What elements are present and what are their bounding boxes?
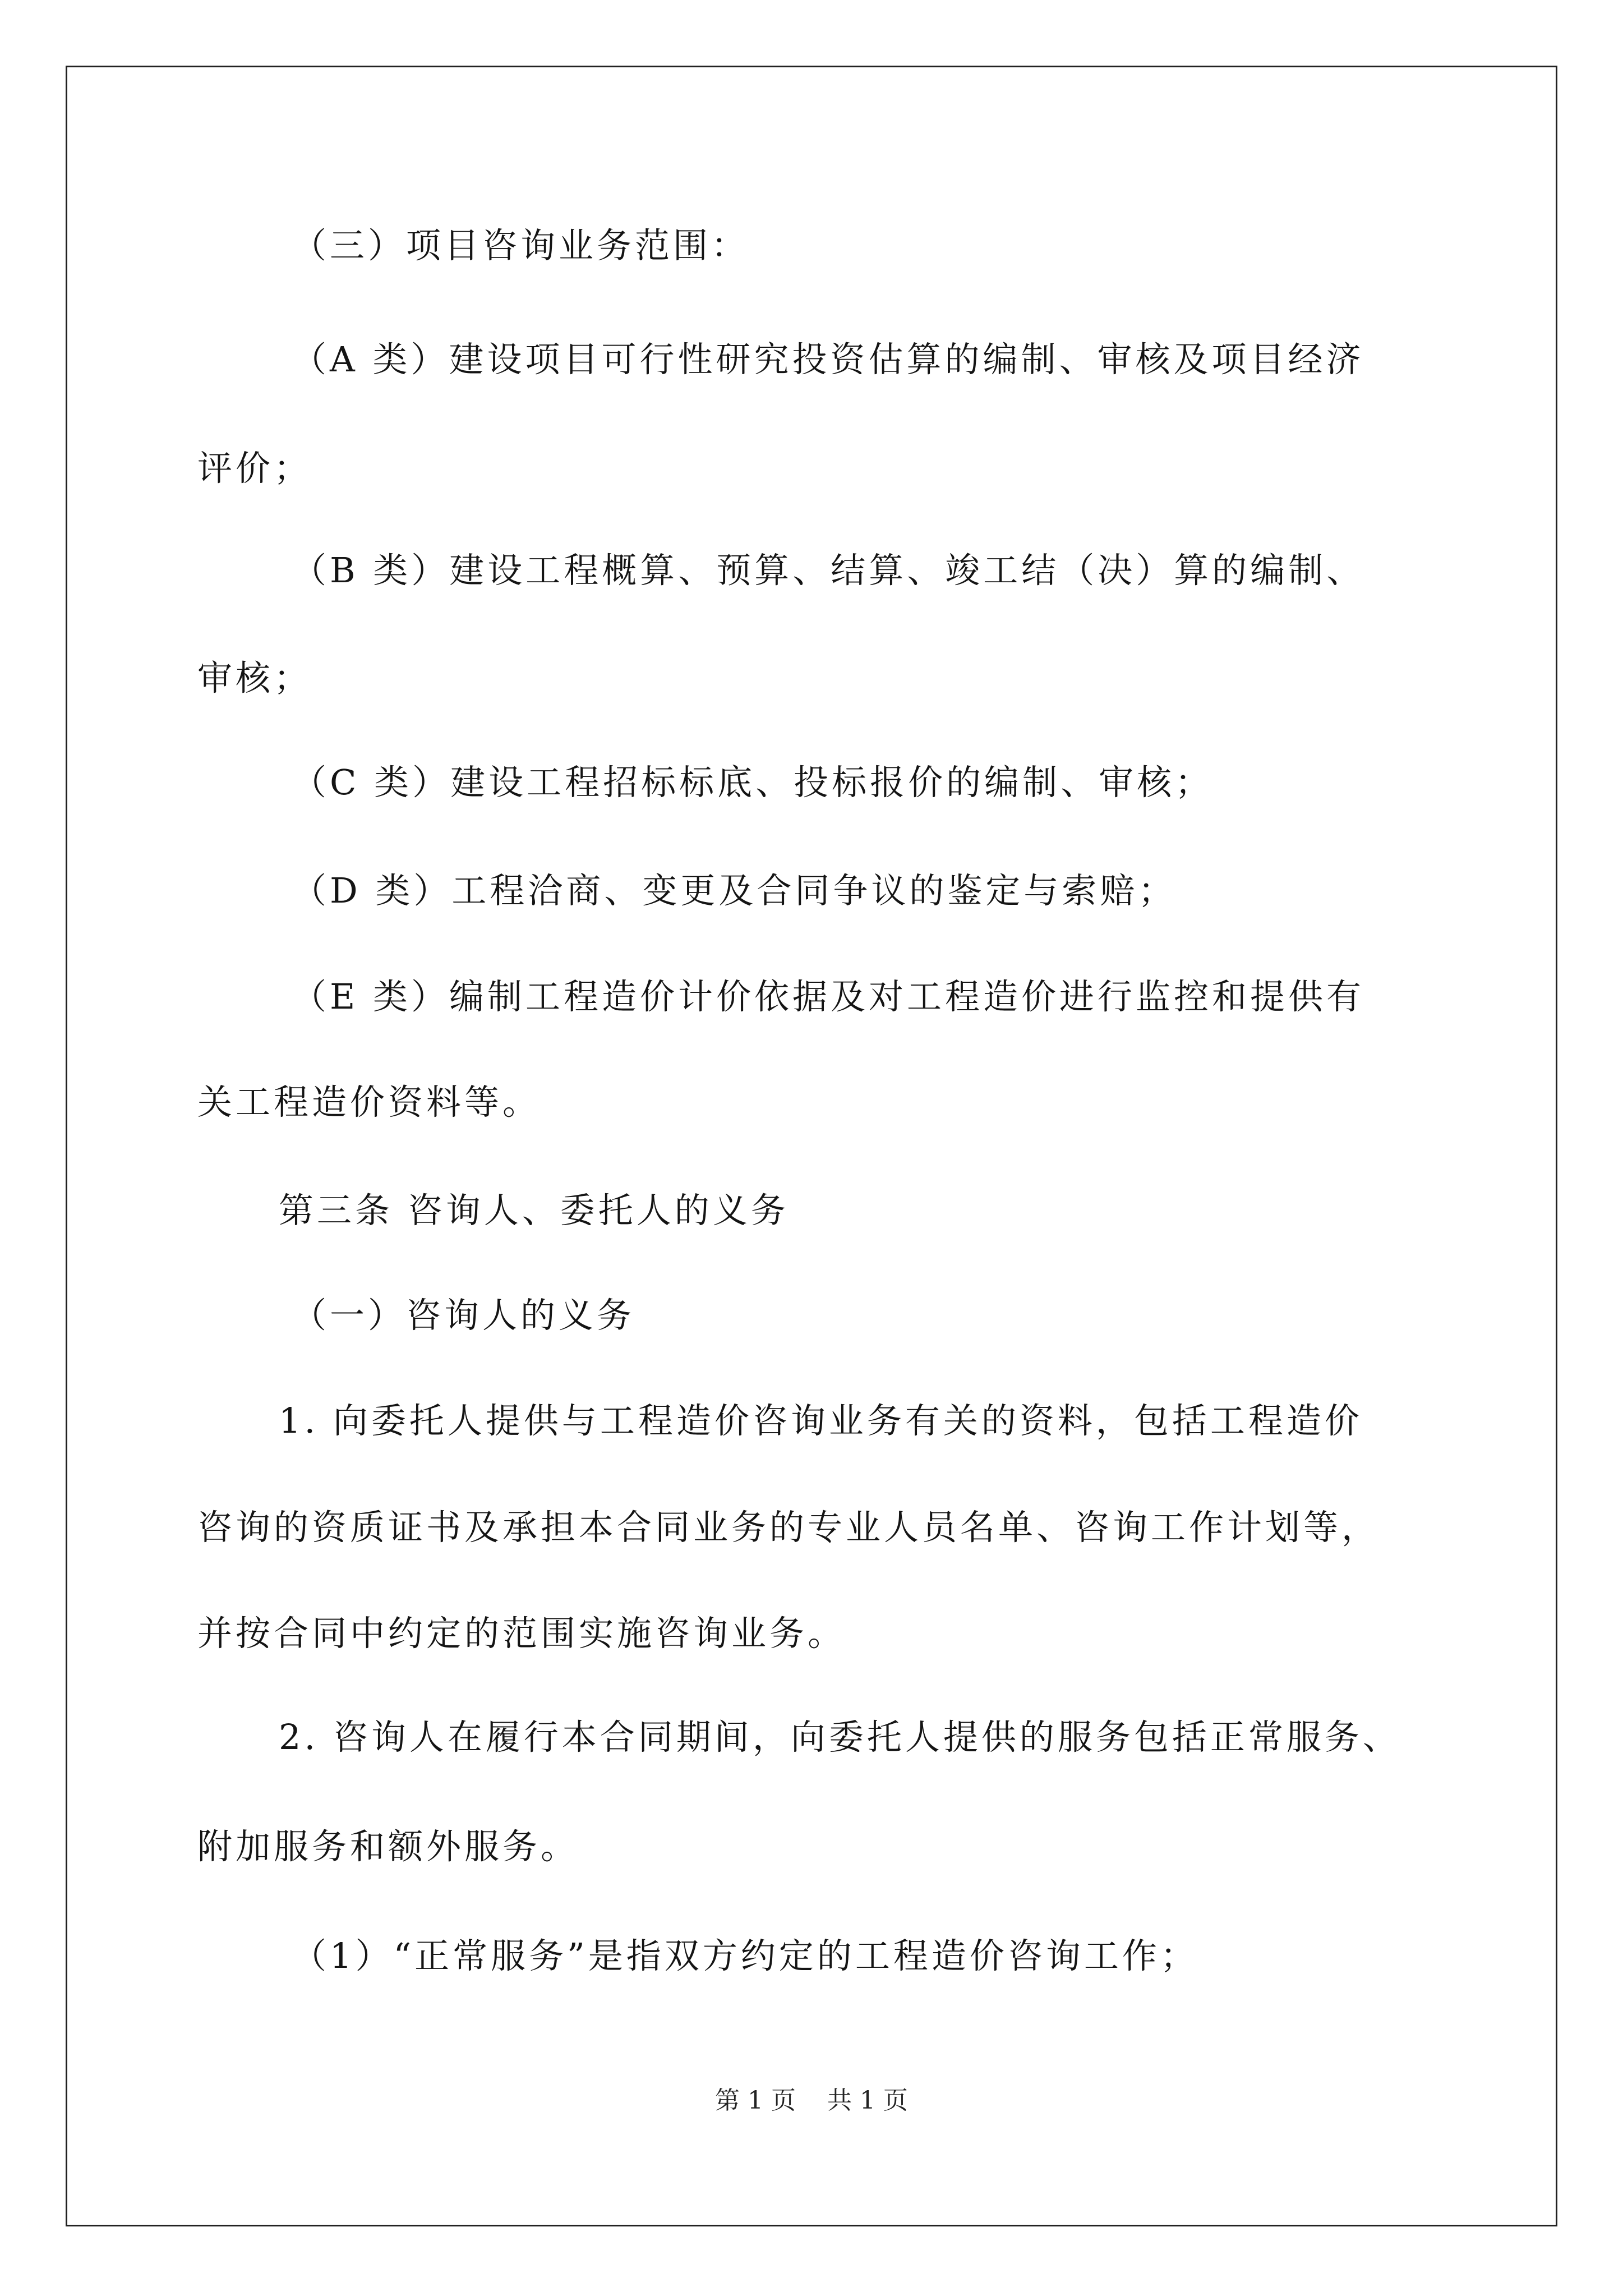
section-heading: 第三条 咨询人、委托人的义务 (279, 1190, 789, 1231)
paragraph-line: 并按合同中约定的范围实施咨询业务。 (197, 1613, 846, 1654)
paragraph-line: （三）项目咨询业务范围： (292, 225, 750, 266)
paragraph-line: 审核； (197, 657, 312, 698)
paragraph-line: （E 类）编制工程造价计价依据及对工程造价进行监控和提供有 (292, 976, 1364, 1017)
page-number-footer: 第 1 页 共 1 页 (715, 2086, 908, 2115)
subsection-heading: （一）咨询人的义务 (292, 1295, 635, 1336)
paragraph-line: 咨询的资质证书及承担本合同业务的专业人员名单、咨询工作计划等， (197, 1507, 1380, 1548)
page-border (66, 66, 1557, 2226)
paragraph-line: 关工程造价资料等。 (197, 1082, 541, 1122)
paragraph-line: （D 类）工程洽商、变更及合同争议的鉴定与索赔； (292, 870, 1177, 911)
paragraph-line: （C 类）建设工程招标标底、投标报价的编制、审核； (292, 762, 1214, 803)
paragraph-line: （A 类）建设项目可行性研究投资估算的编制、审核及项目经济 (292, 339, 1364, 380)
paragraph-line: （1）“正常服务”是指双方约定的工程造价咨询工作； (292, 1935, 1198, 1976)
paragraph-line: 附加服务和额外服务。 (197, 1826, 579, 1867)
paragraph-line: （B 类）建设工程概算、预算、结算、竣工结（决）算的编制、 (292, 550, 1365, 591)
paragraph-line: 评价； (197, 448, 312, 489)
paragraph-line: 2. 咨询人在履行本合同期间，向委托人提供的服务包括正常服务、 (279, 1717, 1401, 1757)
paragraph-line: 1. 向委托人提供与工程造价咨询业务有关的资料，包括工程造价 (279, 1400, 1363, 1441)
